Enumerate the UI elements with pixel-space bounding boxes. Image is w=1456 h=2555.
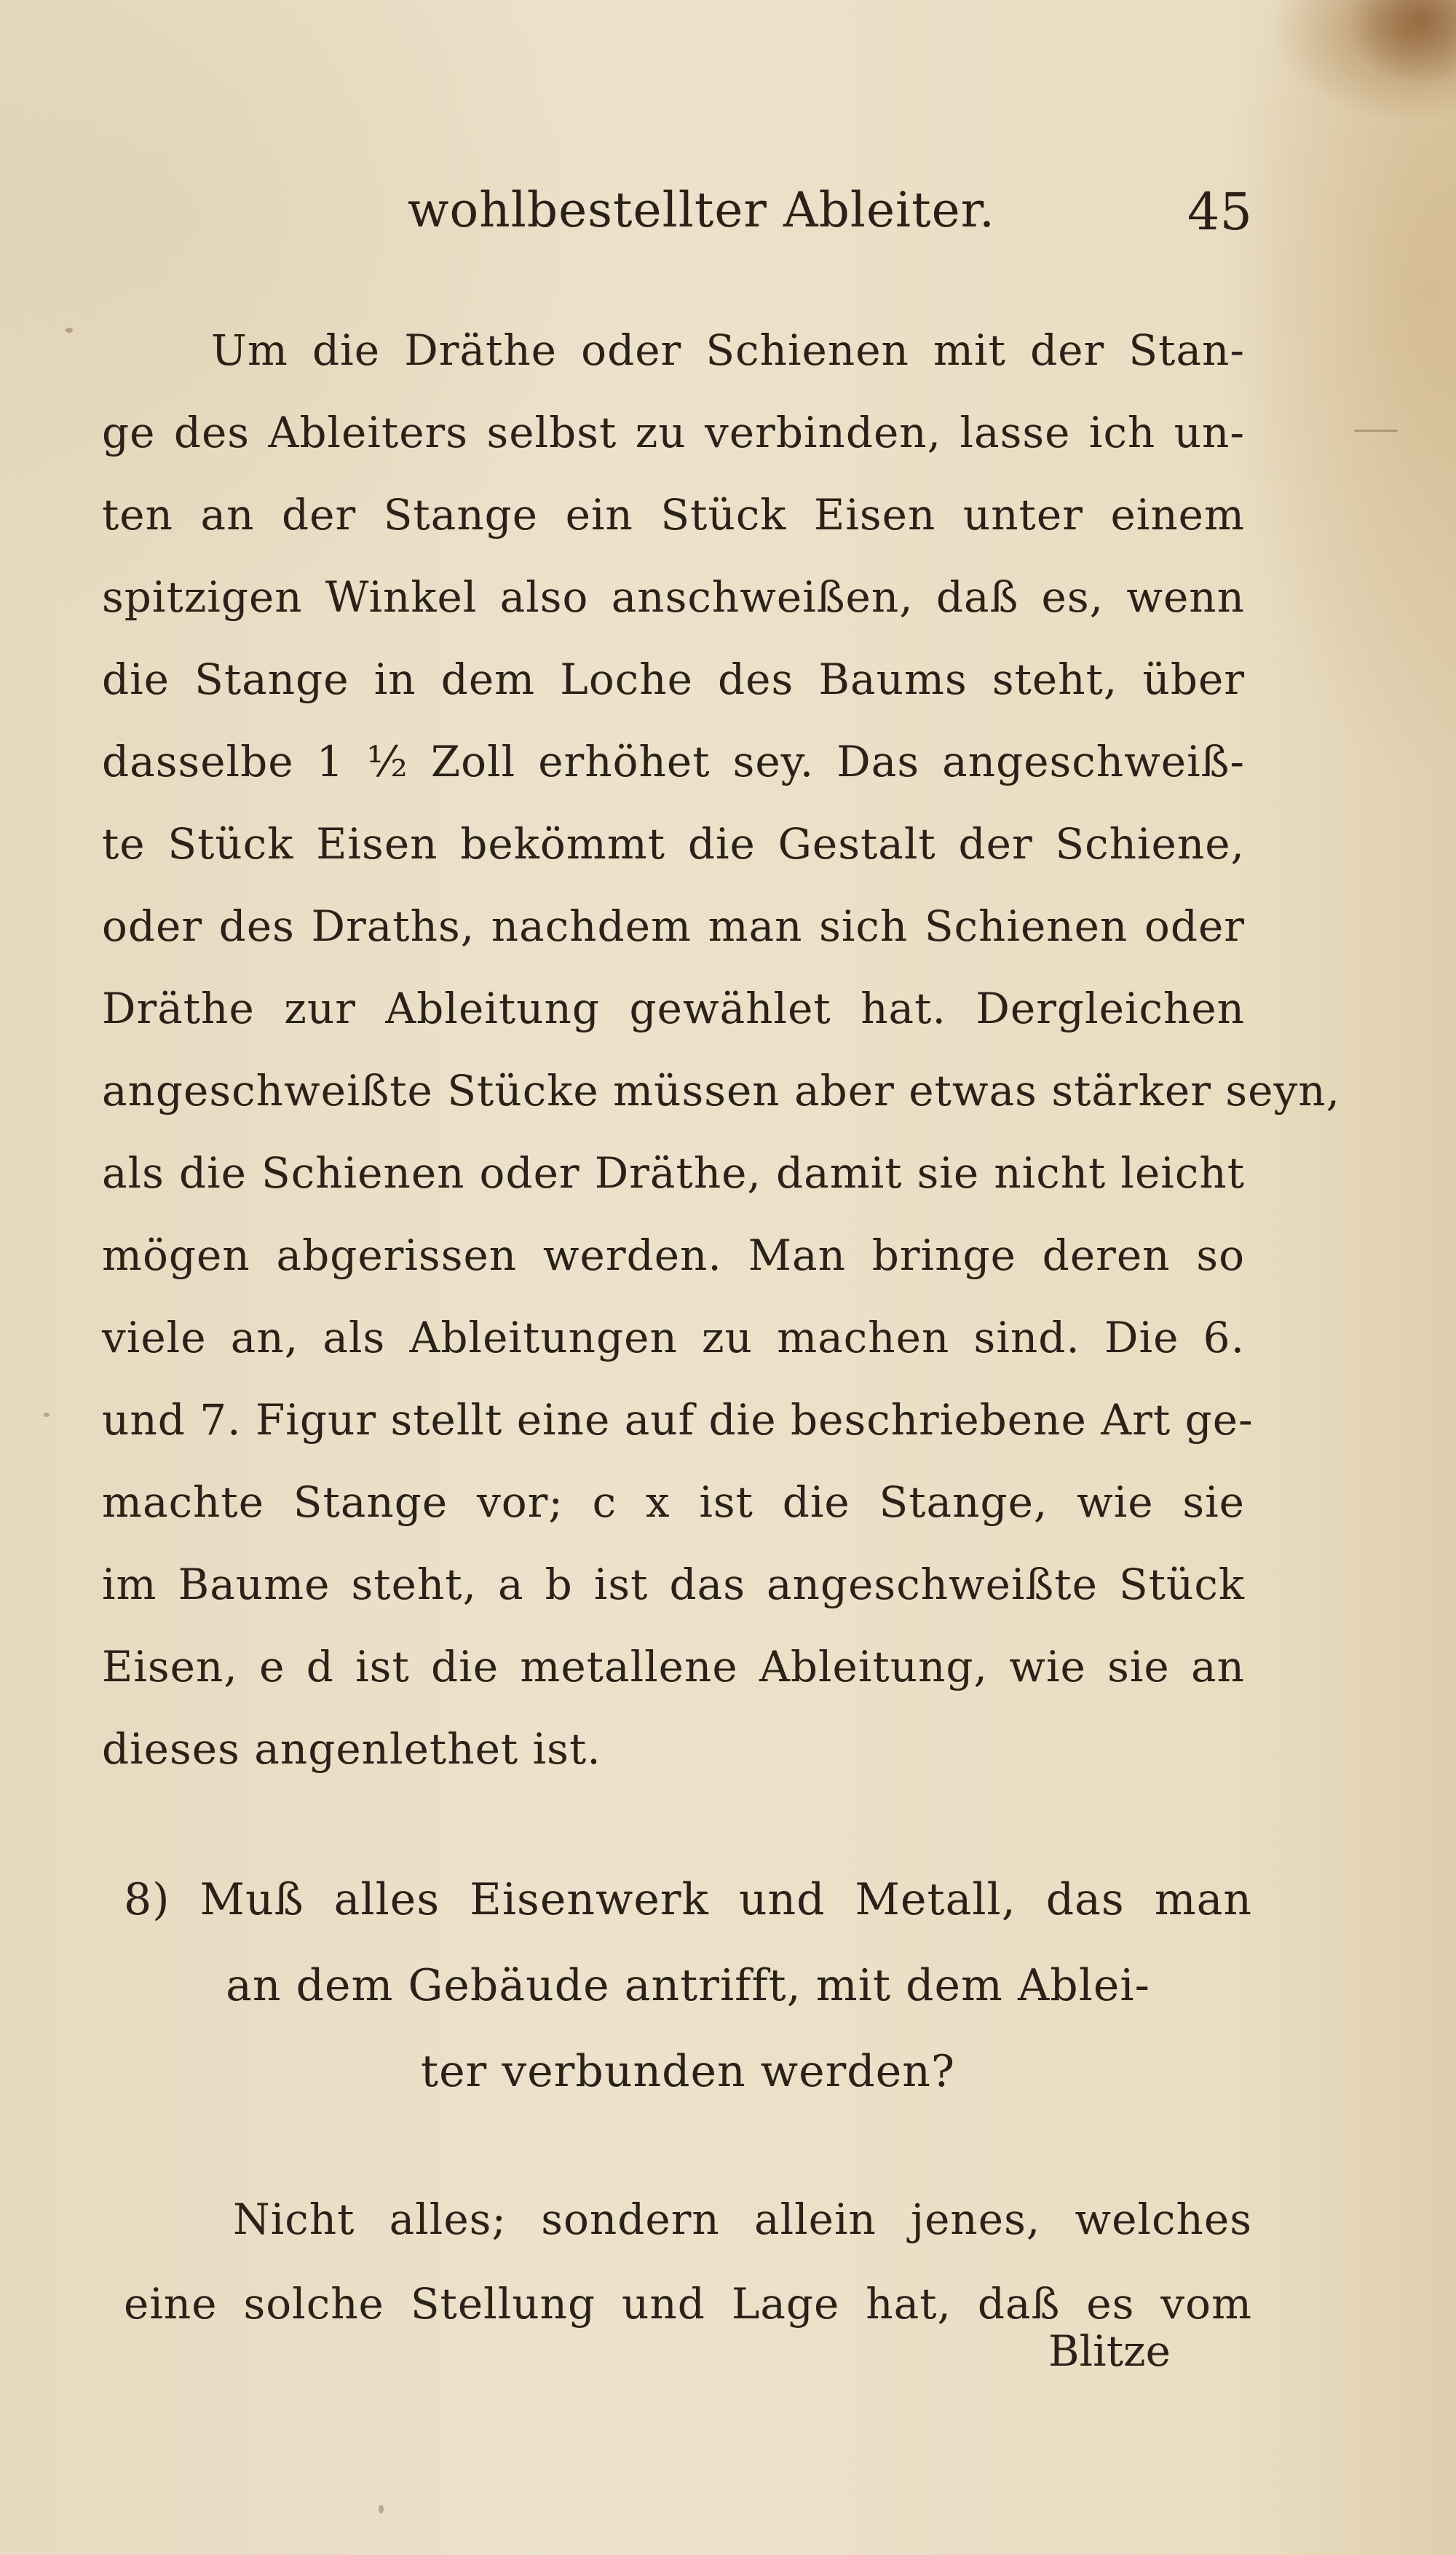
- text-line: machte Stange vor; c x ist die Stange, wie sie: [102, 1477, 1245, 1527]
- paper-speck: [1354, 430, 1398, 432]
- text-line: Dräthe zur Ableitung gewählet hat. Dergleichen: [102, 984, 1245, 1033]
- text-line: im Baume steht, a b ist das angeschweißte Stück: [102, 1560, 1245, 1609]
- text-line: ten an der Stange ein Stück Eisen unter einem: [102, 490, 1245, 540]
- text-line: Um die Dräthe oder Schienen mit der Stan-: [211, 325, 1245, 375]
- text-line: Eisen, e d ist die metallene Ableitung, wie sie an: [102, 1642, 1245, 1691]
- catchword: Blitze: [1048, 2326, 1171, 2376]
- text-line: angeschweißte Stücke müssen aber etwas stärker seyn,: [102, 1066, 1341, 1115]
- text-line: als die Schienen oder Dräthe, damit sie nicht leicht: [102, 1148, 1245, 1198]
- heading-line: ter verbunden werden?: [420, 2046, 956, 2097]
- text-line: Nicht alles; sondern allein jenes, welches: [233, 2195, 1252, 2244]
- answer-paragraph: [124, 2177, 1252, 2346]
- page-stain: [1347, 0, 1456, 87]
- page-number: 45: [1187, 182, 1252, 242]
- paper-speck: [66, 328, 73, 333]
- text-line: ge des Ableiters selbst zu verbinden, lasse ich un-: [102, 408, 1245, 457]
- text-line: dasselbe 1 ½ Zoll erhöhet sey. Das angeschweiß-: [102, 737, 1245, 786]
- text-line: eine solche Stellung und Lage hat, daß es vom: [124, 2279, 1252, 2329]
- running-head: wohlbestellter Ableiter.: [408, 182, 995, 238]
- paper-speck: [379, 2505, 384, 2513]
- heading-line: an dem Gebäude antrifft, mit dem Ablei-: [226, 1960, 1150, 2011]
- text-line: oder des Draths, nachdem man sich Schienen oder: [102, 901, 1245, 951]
- paper-speck: [44, 1413, 50, 1417]
- text-line: te Stück Eisen bekömmt die Gestalt der Schiene,: [102, 819, 1245, 869]
- text-line: und 7. Figur stellt eine auf die beschriebene Art ge-: [102, 1395, 1254, 1445]
- text-line: mögen abgerissen werden. Man bringe deren so: [102, 1231, 1245, 1280]
- page-header: [408, 167, 1252, 248]
- text-line: viele an, als Ableitungen zu machen sind. Die 6.: [102, 1313, 1245, 1362]
- body-paragraph: [102, 309, 1341, 1790]
- question-heading: [124, 1857, 1252, 2114]
- text-line: die Stange in dem Loche des Baums steht, über: [102, 655, 1245, 704]
- text-line: dieses angenlethet ist.: [102, 1724, 601, 1774]
- text-line: spitzigen Winkel also anschweißen, daß es, wenn: [102, 572, 1245, 622]
- heading-line: 8) Muß alles Eisenwerk und Metall, das man: [124, 1874, 1252, 1925]
